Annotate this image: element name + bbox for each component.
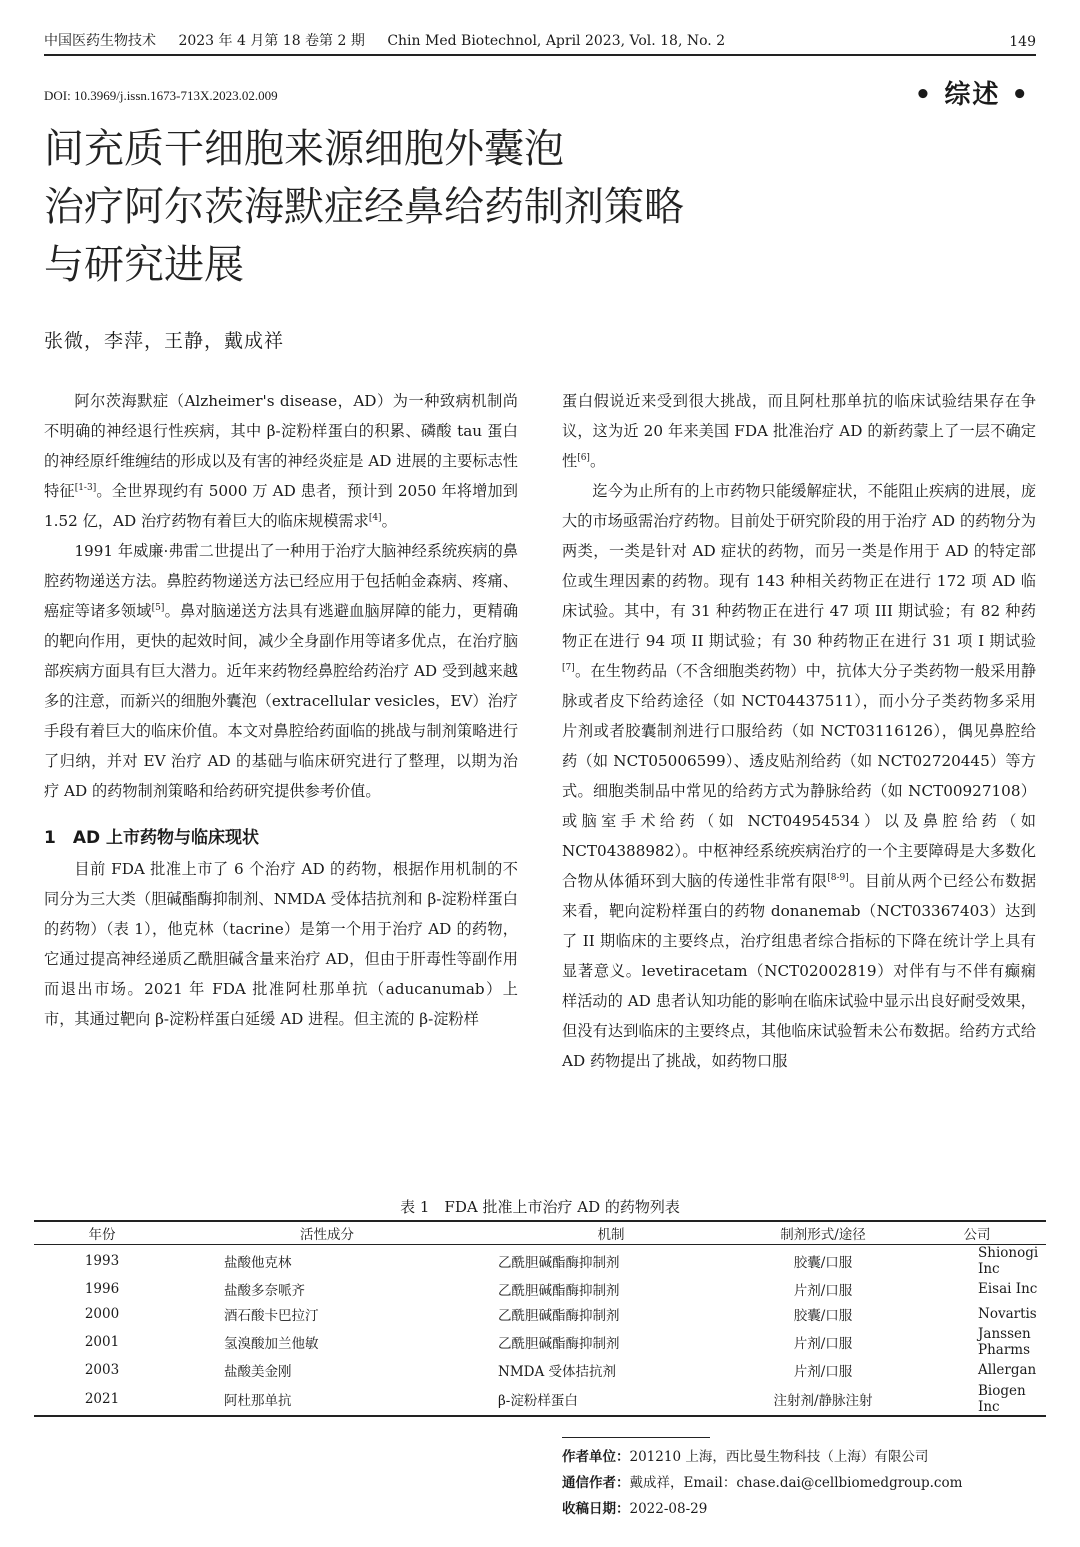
table-header-row	[34, 1221, 1046, 1245]
footnote-text[interactable]: 戴成祥，Email：chase.dai@cellbiomedgroup.com	[629, 1475, 963, 1491]
table-cell: Eisai Inc	[978, 1281, 1038, 1298]
title-line: 与研究进展	[44, 242, 244, 288]
table-cell: 酒石酸卡巴拉汀	[224, 1307, 319, 1324]
table-cell: 盐酸他克林	[224, 1255, 292, 1271]
table-cell: 盐酸美金刚	[224, 1364, 292, 1381]
column-header: 活性成分	[300, 1227, 354, 1243]
citation[interactable]: [8-9]	[827, 872, 849, 883]
table-row	[34, 1358, 1046, 1383]
citation[interactable]: [1-3]	[74, 482, 97, 493]
footnote	[562, 1444, 962, 1522]
table-cell: 2003	[84, 1362, 120, 1379]
footnote-text: 201210 上海，西比曼生物科技（上海）有限公司	[629, 1449, 929, 1465]
table-cell: Allergan	[978, 1362, 1037, 1379]
table-caption: 表 1 FDA 批准上市治疗 AD 的药物列表	[400, 1198, 680, 1216]
citation[interactable]: [7]	[562, 662, 575, 673]
table-cell: 2001	[84, 1334, 120, 1350]
table-row	[34, 1302, 1046, 1327]
column-header: 机制	[597, 1227, 625, 1243]
title-line: 治疗阿尔茨海默症经鼻给药制剂策略	[44, 184, 684, 230]
drug-table	[34, 1220, 1046, 1417]
table-cell: 2000	[84, 1305, 120, 1322]
right-column	[562, 386, 1036, 1076]
table-cell: 乙酰胆碱酯酶抑制剂	[498, 1307, 620, 1324]
table-row	[34, 1277, 1046, 1302]
table-cell: 片剂/口服	[793, 1364, 853, 1381]
citation[interactable]: [5]	[151, 602, 165, 613]
table-cell: 阿杜那单抗	[224, 1392, 292, 1409]
affiliation	[562, 1444, 962, 1470]
table-cell: NMDA 受体拮抗剂	[498, 1364, 616, 1381]
table-row	[34, 1383, 1046, 1416]
text-run: 。	[589, 452, 606, 470]
citation[interactable]: [4]	[368, 512, 382, 523]
section-tag: • 综述 •	[914, 80, 1030, 110]
table-cell: 乙酰胆碱酯酶抑制剂	[498, 1255, 620, 1271]
footnote-text: 2022-08-29	[629, 1501, 708, 1517]
table-cell: 1993	[84, 1253, 120, 1269]
received-date	[562, 1496, 962, 1522]
title-line: 间充质干细胞来源细胞外囊泡	[44, 126, 564, 172]
text-run: 。在生物药品（不含细胞类药物）中，抗体大分子类药物一般采用静脉或者皮下给药途径（如 NCT04437511），而小分子类药物多采用片剂或者胶囊制剂进行口服给药（如 NCT03116126），偶见鼻腔给药（如 NCT05006599）、透皮贴剂给药（如 NCT02720445）等方式。细胞类制品中常见的给药方式为静脉给药（如 NCT00927108）或脑室手术给药（如 NCT04954534）以及鼻腔给药（如 NCT04388982）。中枢神经系统疾病治疗的一个主要障碍是大多数化合物从体循环到大脑的传递性非常有限	[562, 662, 1036, 890]
text-run: 迄今为止所有的上市药物只能缓解症状，不能阻止疾病的进展，庞大的市场亟需治疗药物。目前处于研究阶段的用于治疗 AD 的药物分为两类，一类是针对 AD 症状的药物，而另一类是作用于 AD 的特定部位或生理因素的药物。现有 143 种相关药物正在进行 172 项 AD 临床试验。其中，有 31 种药物正在进行 47 项 III 期试验；有 82 种药物正在进行 94 项 II 期试验；有 30 种药物正在进行 31 项 I 期试验	[562, 482, 1036, 650]
text-run: 。目前从两个已经公布数据来看，靶向淀粉样蛋白的药物 donanemab（NCT03367403）达到了 II 期临床的主要终点，治疗组患者综合指标的下降在统计学上具有显著意义。levetiracetam（NCT02002819）对伴有与不伴有癫痫样活动的 AD 患者认知功能的影响在临床试验中显示出良好耐受效果，但没有达到临床的主要终点，其他临床试验暂未公布数据。给药方式给 AD 药物提出了挑战，如药物口服	[562, 872, 1037, 1070]
table-cell: 盐酸多奈哌齐	[224, 1283, 305, 1300]
left-column	[44, 386, 518, 1034]
table-row	[34, 1245, 1046, 1278]
table-cell: 2021	[84, 1390, 120, 1407]
doi[interactable]: DOI: 10.3969/j.issn.1673-713X.2023.02.009	[44, 88, 278, 103]
footnote-label: 收稿日期：	[562, 1501, 630, 1517]
table-cell: Shionogi Inc	[978, 1245, 1039, 1277]
paragraph: 目前 FDA 批准上市了 6 个治疗 AD 的药物，根据作用机制的不同分为三大类（胆碱酯酶抑制剂、NMDA 受体拮抗剂和 β-淀粉样蛋白的药物）（表 1），他克林（tacrine）是第一个用于治疗 AD 的药物，它通过提高神经递质乙酰胆碱含量来治疗 AD，但由于肝毒性等副作用而退出市场。2021 年 FDA 批准阿杜那单抗（aducanumab）上市，其通过靶向 β-淀粉样蛋白延缓 AD 进程。但主流的 β-淀粉样	[44, 860, 518, 1028]
issue-info-cn: 2023 年 4 月第 18 卷第 2 期	[178, 33, 365, 49]
text-run: 。全世界现约有 5000 万 AD 患者，预计到 2050 年将增加到 1.52 亿，AD 治疗药物有着巨大的临床规模需求	[44, 482, 518, 530]
text-run: 。鼻对脑递送方法具有逃避血脑屏障的能力，更精确的靶向作用，更快的起效时间，减少全身副作用等诸多优点，在治疗脑部疾病方面具有巨大潜力。近年来药物经鼻腔给药治疗 AD 受到越来越多的注意，而新兴的细胞外囊泡（extracellular vesicles，EV）治疗手段有着巨大的临床价值。本文对鼻腔给药面临的挑战与制剂策略进行了归纳，并对 EV 治疗 AD 的基础与临床研究进行了整理，以期为治疗 AD 的药物制剂策略和给药研究提供参考价值。	[44, 602, 518, 800]
text-run: 1991 年威廉·弗雷二世提出了一种用于治疗大脑神经系统疾病的鼻腔药物递送方法。鼻腔药物递送方法已经应用于包括帕金森病、疼痛、癌症等诸多领域	[44, 542, 518, 620]
column-header: 年份	[88, 1227, 116, 1243]
journal-name-en: Chin Med Biotechnol, April 2023, Vol. 18, No. 2	[387, 33, 726, 49]
text-run: 。	[381, 512, 397, 530]
footnote-rule	[562, 1437, 710, 1438]
table-cell: 片剂/口服	[793, 1336, 853, 1352]
article-title	[44, 120, 944, 294]
paragraph	[44, 536, 518, 806]
journal-name-cn: 中国医药生物技术	[44, 33, 156, 49]
table-cell: Biogen Inc	[978, 1382, 1026, 1415]
table-row	[34, 1326, 1046, 1358]
table-cell: Novartis	[978, 1305, 1037, 1322]
paragraph	[562, 386, 1036, 476]
footnote-label: 通信作者：	[562, 1475, 630, 1491]
column-header: 公司	[963, 1227, 991, 1243]
table-cell: 胶囊/口服	[793, 1307, 853, 1324]
column-header: 制剂形式/途径	[780, 1227, 866, 1243]
table-cell: 1996	[84, 1281, 120, 1298]
running-header	[44, 28, 1036, 56]
table-cell: 氢溴酸加兰他敏	[224, 1336, 319, 1352]
table-cell: 乙酰胆碱酯酶抑制剂	[498, 1336, 620, 1352]
table-cell: 片剂/口服	[793, 1283, 853, 1300]
page-number: 149	[1009, 34, 1036, 50]
table-cell: β-淀粉样蛋白	[498, 1392, 578, 1409]
paragraph	[562, 476, 1036, 1076]
table-cell: Janssen Pharms	[978, 1326, 1031, 1358]
table-cell: 注射剂/静脉注射	[773, 1392, 873, 1409]
table-cell: 乙酰胆碱酯酶抑制剂	[498, 1283, 620, 1300]
table-cell: 胶囊/口服	[793, 1255, 853, 1271]
corresponding-author	[562, 1470, 962, 1496]
section-heading: 1 AD 上市药物与临床现状	[44, 828, 260, 848]
text-run: 阿尔茨海默症（Alzheimer's disease，AD）为一种致病机制尚不明确的神经退行性疾病，其中 β-淀粉样蛋白的积累、磷酸 tau 蛋白的神经原纤维缠结的形成以及有害的神经炎症是 AD 进展的主要标志性特征	[44, 392, 518, 500]
header-left	[44, 30, 743, 50]
footnote-label: 作者单位：	[562, 1449, 630, 1465]
citation[interactable]: [6]	[577, 452, 590, 463]
paragraph	[44, 386, 518, 536]
author-list: 张微，李萍，王静，戴成祥	[44, 330, 285, 352]
text-run: 蛋白假说近来受到很大挑战，而且阿杜那单抗的临床试验结果存在争议，这为近 20 年来美国 FDA 批准治疗 AD 的新药蒙上了一层不确定性	[562, 392, 1036, 470]
